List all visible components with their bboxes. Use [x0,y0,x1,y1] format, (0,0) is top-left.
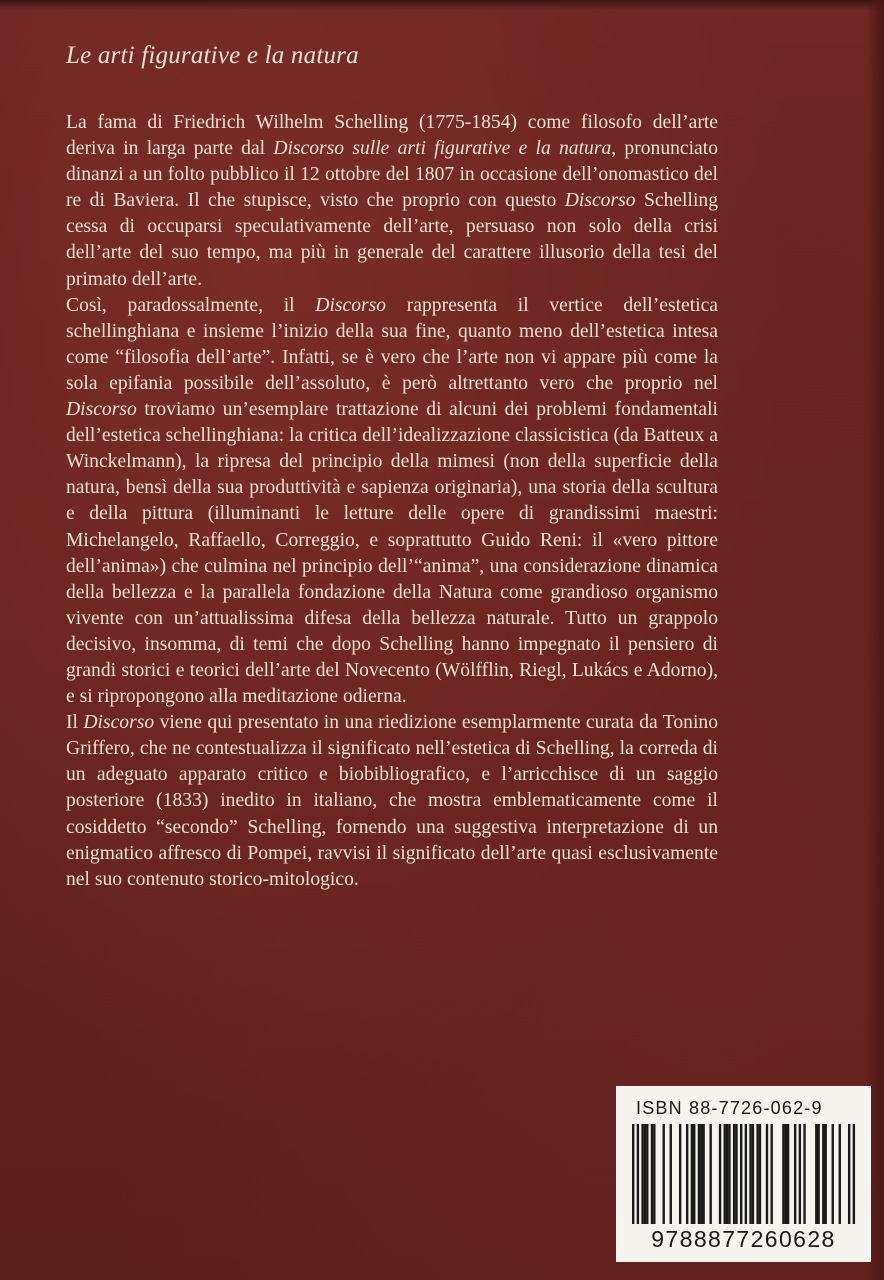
barcode-bar [663,1124,665,1224]
blurb-paragraph-1 [66,110,718,293]
barcode-bar [686,1124,688,1224]
blurb-italic-run: Discorso [66,399,137,421]
barcode-bar [641,1124,643,1224]
barcode-bar [670,1124,672,1224]
barcode-bar [853,1124,855,1224]
barcode-bar [702,1124,704,1224]
barcode-bar [766,1124,768,1224]
blurb-text-run: Così, paradossalmente, il [66,294,316,316]
barcode-bar [735,1124,737,1224]
blurb-text [66,110,718,893]
barcode-bar [733,1124,735,1224]
blurb-italic-run: Discorso sulle arti figurative e la natura [273,138,612,160]
barcode-bar [728,1124,730,1224]
barcode-bar [803,1124,805,1224]
barcode-bar [653,1124,655,1224]
blurb-text-run: viene qui presentato in una riedizione esemplarmente curata da Tonino Griffero, che ne contestualizza il significato nell’estetica di Schelling, la correda di un adeguato apparato critico e biobibliografico, e l’arricchisce di un saggio posteriore (1833) inedito in italiano, che mostra emblematicamente come il cosiddetto “secondo” Schelling, fornendo una suggestiva interpretazione di un enigmatico affresco di Pompei, ravvisi il significato dell’arte quasi esclusivamente nel suo contenuto storico-mitologico. [66,712,718,890]
book-title: Le arti figurative e la natura [66,42,359,69]
barcode-bar [848,1124,850,1224]
barcode-bar [770,1124,772,1224]
barcode-label [616,1086,871,1262]
barcode-bar [752,1124,754,1224]
barcode-bar [644,1124,646,1224]
barcode-bar [815,1124,817,1224]
blurb-italic-run: Discorso [315,294,387,316]
barcode-bar [756,1124,758,1224]
blurb-paragraph-2 [66,293,718,711]
barcode-bar [693,1124,695,1224]
barcode-bar [787,1124,789,1224]
barcode-bar [817,1124,819,1224]
barcode-bar [759,1124,761,1224]
barcode-bar [832,1124,834,1224]
barcode-bar [726,1124,728,1224]
blurb-paragraph-3 [66,710,718,893]
barcode-bar [646,1124,648,1224]
blurb-text-run: , pronunciato dinanzi a un folto pubblico il 12 ottobre del 1807 in occasione dell’onomastico del re di Baviera. Il che stupisce, visto che proprio con questo [66,138,718,212]
barcode-bar [782,1124,784,1224]
isbn-number: ISBN 88-7726-062-9 [636,1098,823,1118]
barcode-bar [632,1124,634,1224]
barcode-bar [785,1124,787,1224]
barcode-bar [651,1124,653,1224]
barcode-bar [637,1124,639,1224]
barcode-bar [839,1124,841,1224]
ean-number: 9788877260628 [651,1226,836,1252]
blurb-text-run: Il [66,712,84,734]
barcode-bar [749,1124,751,1224]
blurb-text-run: La fama di Friedrich Wilhelm Schelling (1775-1854) come filosofo dell’arte deriva in larga parte dal [66,112,718,160]
barcode-bar [740,1124,742,1224]
barcode-bar [799,1124,801,1224]
barcode-bar [679,1124,681,1224]
barcode-bar [724,1124,726,1224]
barcode-bar [698,1124,700,1224]
barcode-bar [824,1124,826,1224]
barcode-bars [626,1124,861,1224]
barcode-bar [719,1124,721,1224]
blurb-italic-run: Discorso [83,712,155,734]
cover-top-edge-shadow [0,0,884,10]
barcode-bar [700,1124,702,1224]
barcode-bar [745,1124,747,1224]
blurb-text-run: rappresenta il vertice dell’estetica schellinghiana e insieme l’inizio della sua fine, quanto meno dell’estetica intesa come “filosofia dell’arte”. Infatti, se è vero che l’arte non vi appare più come la sola epifania possibile dell’assoluto, è però altrettanto vero che proprio nel [66,294,718,394]
blurb-text-run: troviamo un’esemplare trattazione di alcuni dei problemi fondamentali dell’estetica schellinghiana: la critica dell’idealizzazione classicistica (da Batteux a Winckelmann), la ripresa del principio della mimesi (non della superficie della natura, bensì della sua produttività e sapienza originaria), una storia della scultura e della pittura (illuminanti le letture delle opere di grandissimi maestri: Michelangelo, Raffaello, Correggio, e soprattutto Guido Reni: il «vero pittore dell’anima») che culmina nel principio dell’“anima”, una considerazione dinamica della bellezza e la parallela fondazione della Natura come grandioso organismo vivente con un’attualissima difesa della bellezza naturale. Tutto un grappolo decisivo, insomma, di temi che dopo Schelling hanno impegnato il pensiero di grandi storici e teorici dell’arte del Novecento (Wölfflin, Riegl, Lukács e Adorno), e si ripropongono alla meditazione odierna. [66,399,718,708]
barcode-bar [794,1124,796,1224]
barcode-bar [691,1124,693,1224]
blurb-italic-run: Discorso [564,190,636,212]
blurb-text-run: Schelling cessa di occuparsi speculativamente dell’arte, persuaso non solo della crisi dell’arte del suo tempo, ma più in generale del carattere illusorio della tesi del primato dell’arte. [66,190,718,290]
barcode-bar [822,1124,824,1224]
barcode-bar [709,1124,711,1224]
